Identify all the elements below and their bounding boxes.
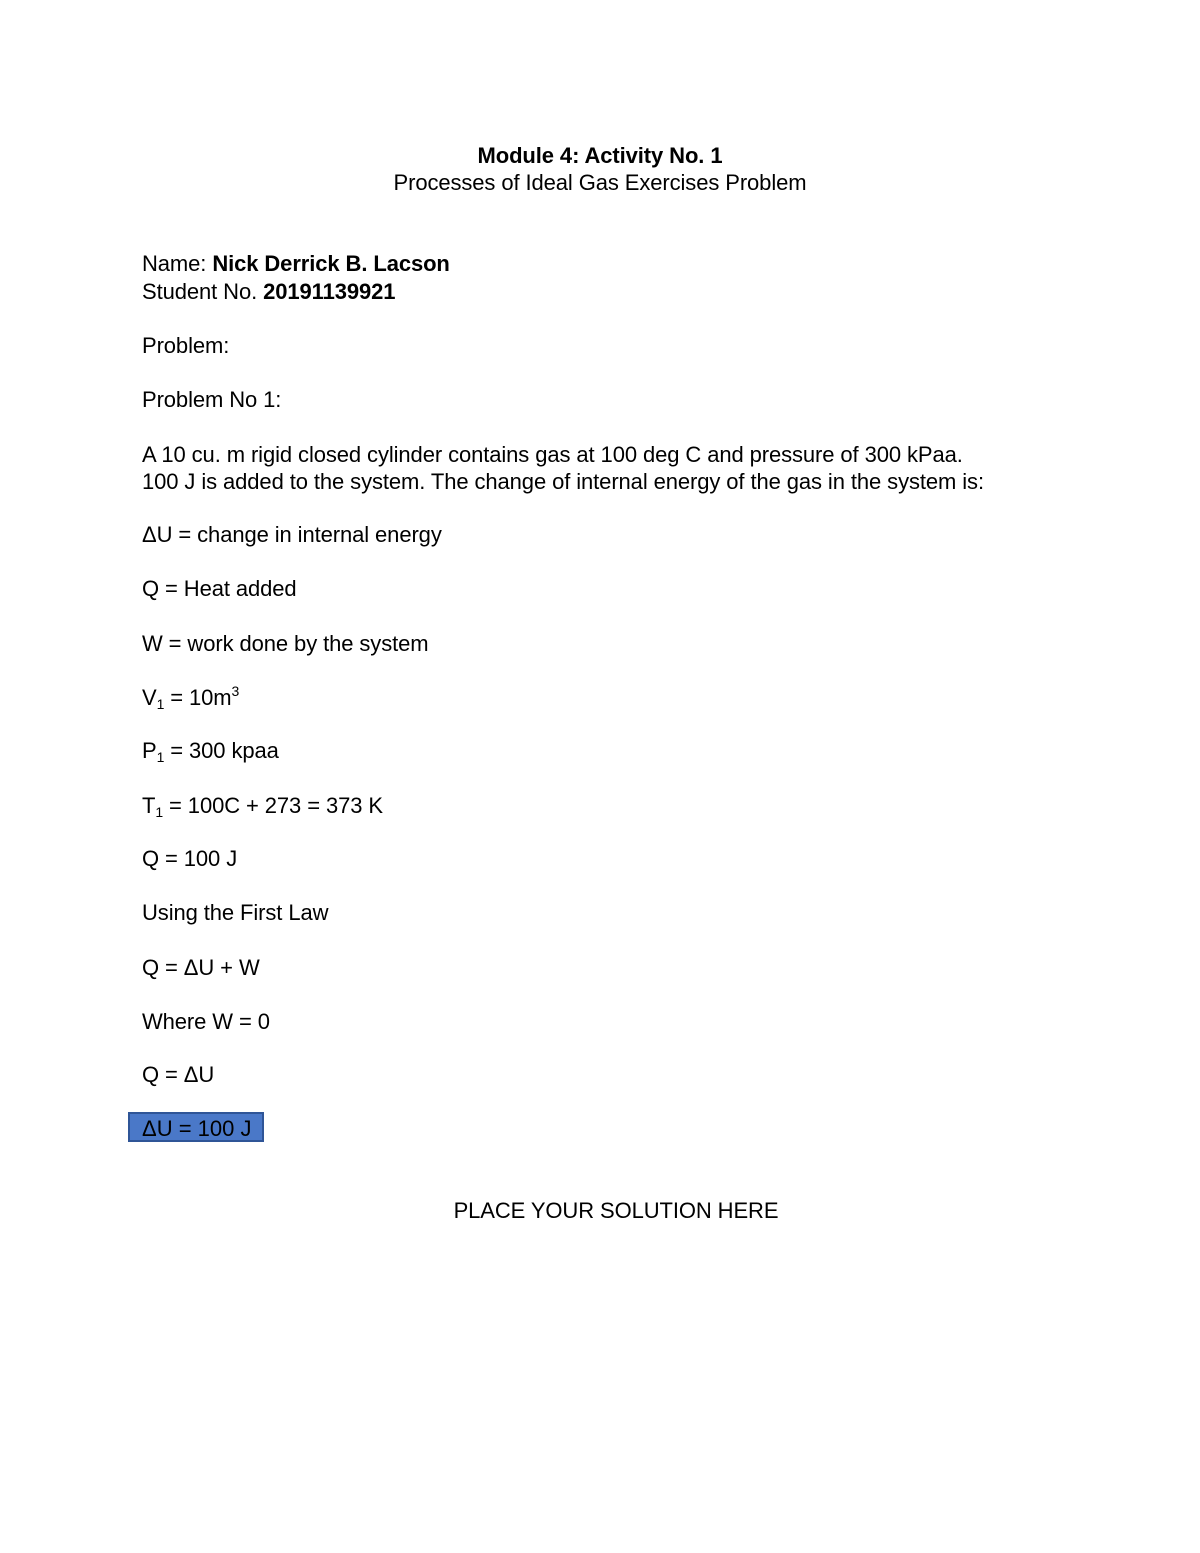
volume-symbol: V: [142, 685, 157, 710]
problem-statement-line1: A 10 cu. m rigid closed cylinder contains gas at 100 deg C and pressure of 300 kPaa.: [142, 442, 963, 467]
given-heat-value: Q = 100 J: [142, 846, 238, 871]
problem-statement-line2: 100 J is added to the system. The change of internal energy of the gas in the system is:: [142, 469, 984, 494]
temperature-subscript: 1: [155, 804, 164, 820]
pressure-value: = 300 kpaa: [164, 738, 279, 763]
volume-value: = 10m: [164, 685, 232, 710]
volume-subscript: 1: [156, 696, 165, 712]
document-subtitle: Processes of Ideal Gas Exercises Problem: [393, 170, 807, 195]
solution-law: Using the First Law: [142, 900, 329, 925]
student-number-value: 20191139921: [263, 279, 396, 304]
given-pressure: [142, 738, 279, 764]
temperature-symbol: T: [142, 793, 156, 818]
volume-exponent: 3: [231, 683, 240, 699]
student-number-label: Student No.: [142, 279, 264, 304]
temperature-value: = 100C + 273 = 373 K: [163, 793, 383, 818]
solution-reduced: Q = ΔU: [142, 1062, 215, 1087]
document-title: Module 4: Activity No. 1: [477, 143, 723, 168]
pressure-symbol: P: [142, 738, 157, 763]
final-answer: ΔU = 100 J: [142, 1116, 252, 1141]
pressure-subscript: 1: [156, 749, 165, 765]
given-delta-u: ΔU = change in internal energy: [142, 522, 442, 547]
given-volume: [142, 685, 239, 711]
problem-number: Problem No 1:: [142, 387, 282, 412]
solution-condition: Where W = 0: [142, 1009, 270, 1034]
student-number-line: [142, 279, 395, 305]
solution-placeholder: PLACE YOUR SOLUTION HERE: [453, 1198, 779, 1223]
solution-equation: Q = ΔU + W: [142, 955, 260, 980]
student-name-line: [142, 251, 450, 277]
given-temperature: [142, 793, 383, 819]
problem-heading: Problem:: [142, 333, 230, 358]
student-name-label: Name:: [142, 251, 213, 276]
given-heat: Q = Heat added: [142, 576, 297, 601]
student-name-value: Nick Derrick B. Lacson: [212, 251, 450, 276]
given-work: W = work done by the system: [142, 631, 429, 656]
